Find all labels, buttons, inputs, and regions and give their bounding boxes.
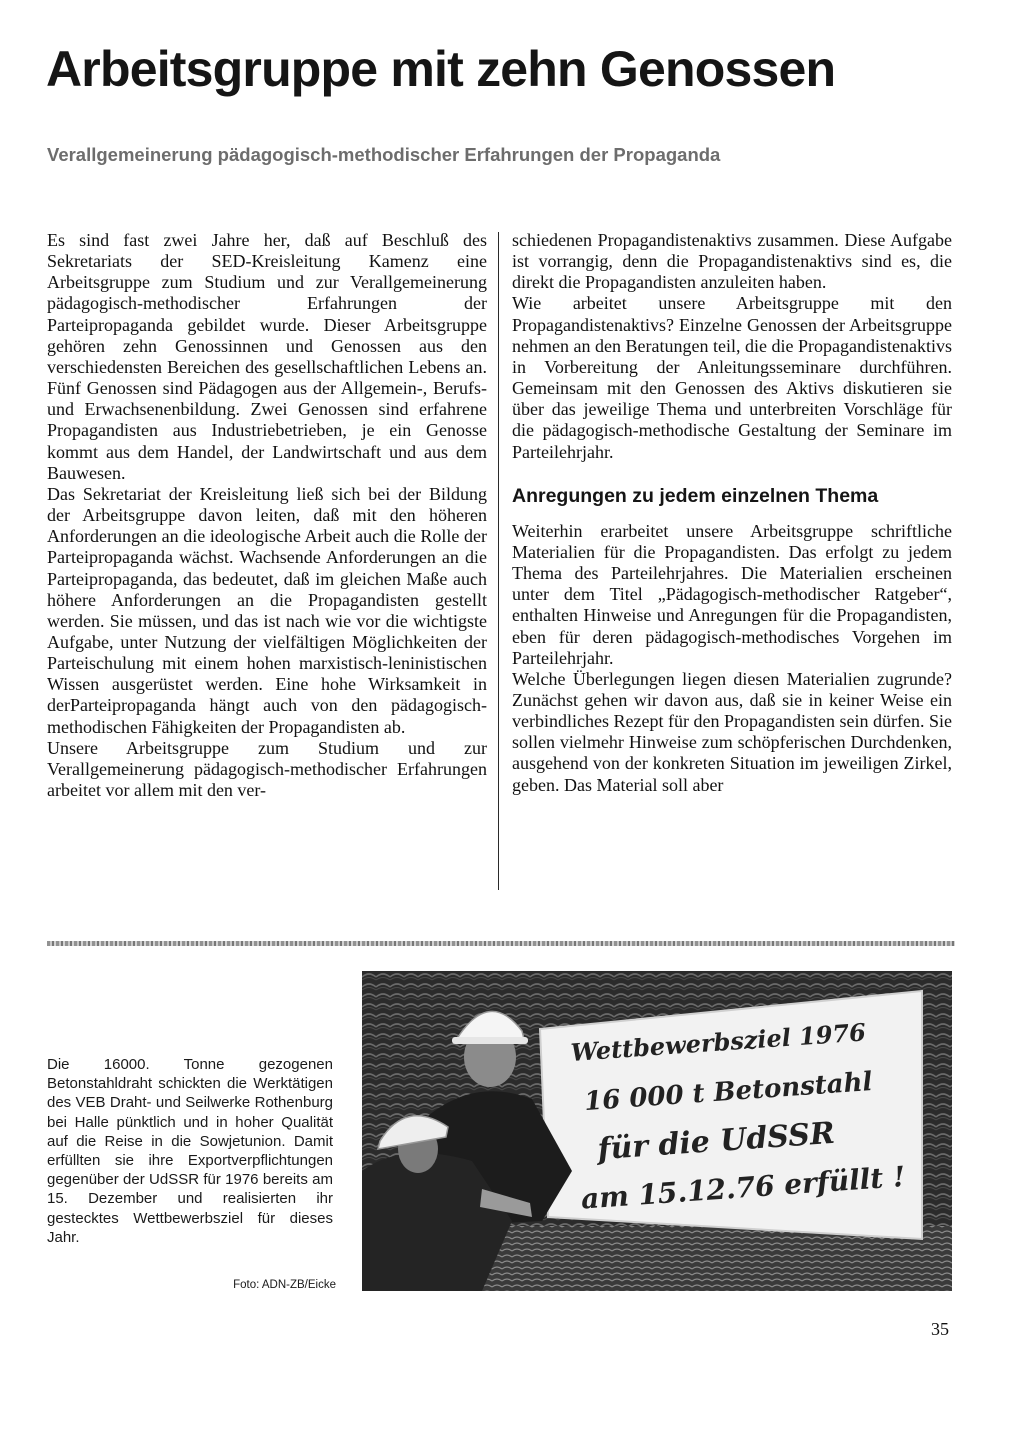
sign-board — [540, 991, 922, 1239]
paragraph: Wie arbeitet unsere Arbeitsgruppe mit den Propagandistenaktivs? Einzelne Genossen der Arbeitsgruppe nehmen an den Beratungen teil, die die Propagandistenaktivs in Vorbereitung der Anleitungsseminare durchführen. Gemeinsam mit den Genossen des Aktivs diskutieren sie über das jeweilige Thema und unterbreiten Vorschläge für die pädagogisch-methodische Gestaltung der Seminare im Parteilehrjahr. — [512, 293, 952, 462]
section-heading: Anregungen zu jedem einzelnen Thema — [512, 484, 879, 507]
paragraph: schiedenen Propagandistenaktivs zusammen. Diese Aufgabe ist vorrangig, denn die Propagandistenaktivs sind es, die direkt die Propagandisten anzuleiten haben. — [512, 230, 952, 293]
article-title: Arbeitsgruppe mit zehn Genossen — [46, 41, 836, 97]
sign-line: Wettbewerbsziel 1976 — [569, 1017, 867, 1067]
column-divider — [498, 232, 499, 890]
paragraph: Welche Überlegungen liegen diesen Materialien zugrunde? Zunächst gehen wir davon aus, daß sie in keiner Weise ein verbindliches Rezept für den Propagandisten sein dürfen. Sie sollen vielmehr Hinweise zum schöpferischen Durchdenken, ausgehend von der konkreten Situation im jeweiligen Zirkel, geben. Das Material soll aber — [512, 668, 952, 795]
sign-line: 16 000 t Betonstahl — [583, 1067, 874, 1118]
photo-caption: Die 16000. Tonne gezogenen Betonstahldraht schickten die Werktätigen des VEB Draht- und Seilwerke Rothenburg bei Halle pünktlich und in hoher Qualität auf die Reise in die Sowjetunion. Damit erfüllten sie ihre Exportverpflichtungen gegenüber der UdSSR für 1976 bereits am 15. Dezember und realisierten ihr gestecktes Wettbewerbsziel für dieses Jahr. — [47, 1056, 333, 1246]
sign-line: für die UdSSR — [596, 1115, 836, 1168]
right-column — [512, 230, 952, 796]
sign-line: am 15.12.76 erfüllt ! — [579, 1159, 907, 1216]
photo-credit: Foto: ADN-ZB/Eicke — [233, 1279, 336, 1291]
paragraph: Das Sekretariat der Kreisleitung ließ sich bei der Bildung der Arbeitsgruppe davon leiten, daß mit den höheren Anforderungen an die ideologische Arbeit auch die Rolle der Parteipropaganda wächst. Wachsende Anforderungen an die Parteipropaganda, das bedeutet, daß im gleichen Maße auch höhere Anforderungen an die Propagandisten gestellt werden. Sie müssen, und das ist nach wie vor die wichtigste Aufgabe, unter Nutzung der vielfältigen Möglichkeiten der Parteischulung mit einem hohen marxistisch-leninistischen Wissen ausgerüstet werden. Eine hohe Wirksamkeit in derParteipropaganda hängt auch von den pädagogisch-methodischen Fähigkeiten der Propagandisten ab. — [47, 483, 487, 737]
article-subtitle: Verallgemeinerung pädagogisch-methodischer Erfahrungen der Propaganda — [47, 144, 721, 165]
paragraph: Weiterhin erarbeitet unsere Arbeitsgruppe schriftliche Materialien für die Propagandisten. Das erfolgt zu jedem Thema des Parteilehrjahres. Die Materialien erscheinen unter dem Titel „Pädagogisch-methodischer Ratgeber“, enthalten Hinweise und Anregungen für die Propagandisten, eben für deren pädagogisch-methodisches Vorgehen im Parteilehrjahr. — [512, 520, 952, 668]
section-separator — [47, 941, 955, 946]
paragraph: Es sind fast zwei Jahre her, daß auf Beschluß des Sekretariats der SED-Kreisleitung Kamenz eine Arbeitsgruppe zum Studium und zur Verallgemeinerung pädagogisch-methodischer Erfahrungen der Parteipropaganda gebildet wurde. Dieser Arbeitsgruppe gehören zehn Genossinnen und Genossen aus den verschiedensten Bereichen des gesellschaftlichen Lebens an. Fünf Genossen sind Pädagogen aus der Allgemein-, Berufs- und Erwachsenenbildung. Zwei Genossen sind erfahrene Propagandisten aus Industriebetrieben, je ein Genosse kommt aus dem Handel, der Landwirtschaft und aus dem Bauwesen. — [47, 230, 487, 483]
paragraph: Unsere Arbeitsgruppe zum Studium und zur Verallgemeinerung pädagogisch-methodischer Erfahrungen arbeitet vor allem mit den ver- — [47, 737, 487, 801]
news-photo — [362, 971, 952, 1291]
page-number: 35 — [931, 1319, 949, 1339]
left-column — [47, 230, 487, 801]
